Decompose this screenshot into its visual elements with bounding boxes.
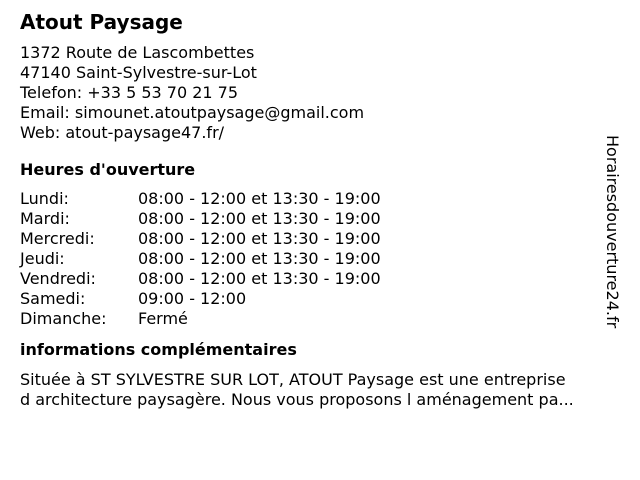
day-label: Dimanche:	[20, 309, 107, 328]
day-hours: 08:00 - 12:00 et 13:30 - 19:00	[138, 229, 381, 248]
hours-row-sunday	[20, 309, 620, 329]
day-label: Lundi:	[20, 189, 69, 208]
extra-info-title: informations complémentaires	[20, 340, 297, 359]
business-card	[20, 10, 620, 410]
hours-title: Heures d'ouverture	[20, 160, 196, 179]
day-hours: Fermé	[138, 309, 188, 328]
extra-info-line-2: d architecture paysagère. Nous vous proposons l aménagement pa...	[20, 390, 574, 409]
address-line-1: 1372 Route de Lascombettes	[20, 43, 255, 62]
day-label: Jeudi:	[20, 249, 65, 268]
day-hours: 08:00 - 12:00 et 13:30 - 19:00	[138, 269, 381, 288]
phone-line: Telefon: +33 5 53 70 21 75	[20, 83, 239, 102]
site-watermark: Horairesdouverture24.fr	[603, 135, 622, 329]
business-name: Atout Paysage	[20, 10, 183, 34]
day-hours: 08:00 - 12:00 et 13:30 - 19:00	[138, 209, 381, 228]
day-label: Mardi:	[20, 209, 70, 228]
hours-row-saturday	[20, 289, 620, 309]
hours-row-tuesday	[20, 209, 620, 229]
day-hours: 09:00 - 12:00	[138, 289, 247, 308]
hours-row-monday	[20, 189, 620, 209]
hours-table	[20, 189, 620, 329]
hours-row-friday	[20, 269, 620, 289]
day-hours: 08:00 - 12:00 et 13:30 - 19:00	[138, 249, 381, 268]
address-line-2: 47140 Saint-Sylvestre-sur-Lot	[20, 63, 257, 82]
day-label: Vendredi:	[20, 269, 96, 288]
day-label: Samedi:	[20, 289, 86, 308]
day-hours: 08:00 - 12:00 et 13:30 - 19:00	[138, 189, 381, 208]
email-line: Email: simounet.atoutpaysage@gmail.com	[20, 103, 365, 122]
hours-row-wednesday	[20, 229, 620, 249]
extra-info-line-1: Située à ST SYLVESTRE SUR LOT, ATOUT Paysage est une entreprise	[20, 370, 566, 389]
web-line: Web: atout-paysage47.fr/	[20, 123, 225, 142]
hours-row-thursday	[20, 249, 620, 269]
day-label: Mercredi:	[20, 229, 95, 248]
